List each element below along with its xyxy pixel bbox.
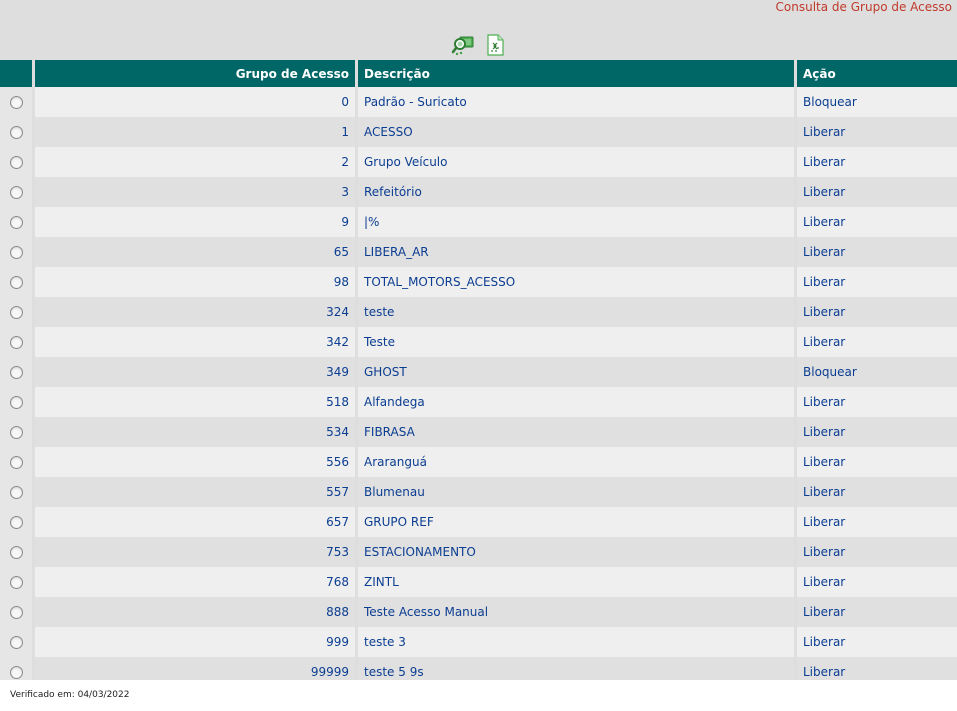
row-select-radio[interactable] [10, 546, 23, 559]
action-cell [794, 537, 957, 567]
table-row[interactable] [0, 147, 957, 177]
table-row[interactable] [0, 567, 957, 597]
group-id-cell: 518 [32, 387, 355, 417]
action-cell [794, 327, 957, 357]
table-row[interactable] [0, 477, 957, 507]
row-select-cell [0, 657, 32, 680]
row-select-cell [0, 357, 32, 387]
group-id-cell: 753 [32, 537, 355, 567]
group-column-header[interactable]: Grupo de Acesso [32, 60, 355, 87]
action-link[interactable]: Liberar [803, 575, 846, 589]
row-select-cell [0, 627, 32, 657]
description-cell: Araranguá [355, 447, 794, 477]
action-cell [794, 477, 957, 507]
action-cell [794, 117, 957, 147]
action-link[interactable]: Liberar [803, 185, 846, 199]
row-select-cell [0, 537, 32, 567]
row-select-cell [0, 147, 32, 177]
row-select-cell [0, 207, 32, 237]
footer-verified-date: Verificado em: 04/03/2022 [10, 690, 130, 700]
action-link[interactable]: Liberar [803, 665, 846, 679]
table-row[interactable] [0, 417, 957, 447]
table-row[interactable] [0, 657, 957, 680]
action-cell [794, 237, 957, 267]
row-select-radio[interactable] [10, 126, 23, 139]
table-row[interactable] [0, 177, 957, 207]
row-select-radio[interactable] [10, 666, 23, 679]
action-link[interactable]: Bloquear [803, 365, 857, 379]
description-cell: FIBRASA [355, 417, 794, 447]
action-link[interactable]: Liberar [803, 485, 846, 499]
action-link[interactable]: Liberar [803, 635, 846, 649]
description-cell: TOTAL_MOTORS_ACESSO [355, 267, 794, 297]
description-cell: teste 3 [355, 627, 794, 657]
row-select-radio[interactable] [10, 336, 23, 349]
row-select-cell [0, 87, 32, 117]
description-cell: Teste [355, 327, 794, 357]
action-link[interactable]: Liberar [803, 515, 846, 529]
table-row[interactable] [0, 597, 957, 627]
table-row[interactable] [0, 87, 957, 117]
group-id-cell: 99999 [32, 657, 355, 680]
table-row[interactable] [0, 387, 957, 417]
description-cell: Refeitório [355, 177, 794, 207]
row-select-cell [0, 477, 32, 507]
action-link[interactable]: Bloquear [803, 95, 857, 109]
description-cell: ESTACIONAMENTO [355, 537, 794, 567]
description-cell: teste 5 9s [355, 657, 794, 680]
row-select-radio[interactable] [10, 276, 23, 289]
description-cell: LIBERA_AR [355, 237, 794, 267]
row-select-cell [0, 447, 32, 477]
row-select-cell [0, 567, 32, 597]
action-cell [794, 297, 957, 327]
table-row[interactable] [0, 117, 957, 147]
group-id-cell: 0 [32, 87, 355, 117]
action-link[interactable]: Liberar [803, 245, 846, 259]
row-select-cell [0, 297, 32, 327]
group-id-cell: 2 [32, 147, 355, 177]
row-select-radio[interactable] [10, 246, 23, 259]
row-select-radio[interactable] [10, 426, 23, 439]
row-select-cell [0, 327, 32, 357]
group-id-cell: 999 [32, 627, 355, 657]
action-link[interactable]: Liberar [803, 155, 846, 169]
group-id-cell: 349 [32, 357, 355, 387]
row-select-cell [0, 237, 32, 267]
action-link[interactable]: Liberar [803, 335, 846, 349]
row-select-radio[interactable] [10, 366, 23, 379]
table-row[interactable] [0, 207, 957, 237]
description-cell: Blumenau [355, 477, 794, 507]
table-row[interactable] [0, 507, 957, 537]
group-id-cell: 557 [32, 477, 355, 507]
action-link[interactable]: Liberar [803, 275, 846, 289]
description-cell: ZINTL [355, 567, 794, 597]
group-id-cell: 324 [32, 297, 355, 327]
group-id-cell: 657 [32, 507, 355, 537]
row-select-radio[interactable] [10, 306, 23, 319]
row-select-radio[interactable] [10, 486, 23, 499]
action-cell [794, 567, 957, 597]
action-link[interactable]: Liberar [803, 425, 846, 439]
action-cell [794, 147, 957, 177]
group-id-cell: 556 [32, 447, 355, 477]
table-row[interactable] [0, 297, 957, 327]
group-id-cell: 65 [32, 237, 355, 267]
group-id-cell: 342 [32, 327, 355, 357]
action-column-header[interactable]: Ação [794, 60, 957, 87]
row-select-cell [0, 417, 32, 447]
table-row[interactable] [0, 537, 957, 567]
group-id-cell: 534 [32, 417, 355, 447]
action-link[interactable]: Liberar [803, 395, 846, 409]
export-excel-icon[interactable] [483, 33, 507, 57]
search-icon[interactable] [451, 33, 475, 57]
group-id-cell: 1 [32, 117, 355, 147]
table-row[interactable] [0, 627, 957, 657]
action-cell [794, 507, 957, 537]
table-row[interactable] [0, 327, 957, 357]
action-cell [794, 177, 957, 207]
group-id-cell: 768 [32, 567, 355, 597]
description-cell: Teste Acesso Manual [355, 597, 794, 627]
action-cell [794, 597, 957, 627]
select-column-header [0, 60, 32, 87]
row-select-cell [0, 267, 32, 297]
description-cell: GRUPO REF [355, 507, 794, 537]
action-cell [794, 627, 957, 657]
action-cell [794, 87, 957, 117]
row-select-cell [0, 507, 32, 537]
description-cell: ACESSO [355, 117, 794, 147]
description-cell: GHOST [355, 357, 794, 387]
access-group-grid [0, 60, 957, 680]
action-link[interactable]: Liberar [803, 455, 846, 469]
row-select-cell [0, 597, 32, 627]
row-select-radio[interactable] [10, 186, 23, 199]
row-select-radio[interactable] [10, 216, 23, 229]
description-cell: teste [355, 297, 794, 327]
row-select-radio[interactable] [10, 96, 23, 109]
group-id-cell: 9 [32, 207, 355, 237]
row-select-radio[interactable] [10, 576, 23, 589]
table-row[interactable] [0, 237, 957, 267]
group-id-cell: 888 [32, 597, 355, 627]
description-cell: Padrão - Suricato [355, 87, 794, 117]
toolbar [451, 33, 507, 57]
action-link[interactable]: Liberar [803, 215, 846, 229]
row-select-radio[interactable] [10, 456, 23, 469]
action-link[interactable]: Liberar [803, 545, 846, 559]
row-select-radio[interactable] [10, 156, 23, 169]
action-cell [794, 387, 957, 417]
description-cell: |% [355, 207, 794, 237]
row-select-radio[interactable] [10, 606, 23, 619]
access-group-table [0, 60, 957, 680]
header-area [0, 0, 957, 60]
row-select-cell [0, 177, 32, 207]
action-cell [794, 207, 957, 237]
action-link[interactable]: Liberar [803, 125, 846, 139]
action-cell [794, 657, 957, 680]
action-cell [794, 417, 957, 447]
table-row[interactable] [0, 267, 957, 297]
action-link[interactable]: Liberar [803, 605, 846, 619]
row-select-radio[interactable] [10, 516, 23, 529]
group-id-cell: 3 [32, 177, 355, 207]
row-select-radio[interactable] [10, 636, 23, 649]
action-cell [794, 447, 957, 477]
action-cell [794, 357, 957, 387]
table-row[interactable] [0, 357, 957, 387]
table-row[interactable] [0, 447, 957, 477]
page-title: Consulta de Grupo de Acesso [775, 0, 952, 14]
description-cell: Alfandega [355, 387, 794, 417]
row-select-cell [0, 117, 32, 147]
row-select-cell [0, 387, 32, 417]
table-header-row [0, 60, 957, 87]
row-select-radio[interactable] [10, 396, 23, 409]
description-column-header[interactable]: Descrição [355, 60, 794, 87]
action-link[interactable]: Liberar [803, 305, 846, 319]
group-id-cell: 98 [32, 267, 355, 297]
description-cell: Grupo Veículo [355, 147, 794, 177]
action-cell [794, 267, 957, 297]
